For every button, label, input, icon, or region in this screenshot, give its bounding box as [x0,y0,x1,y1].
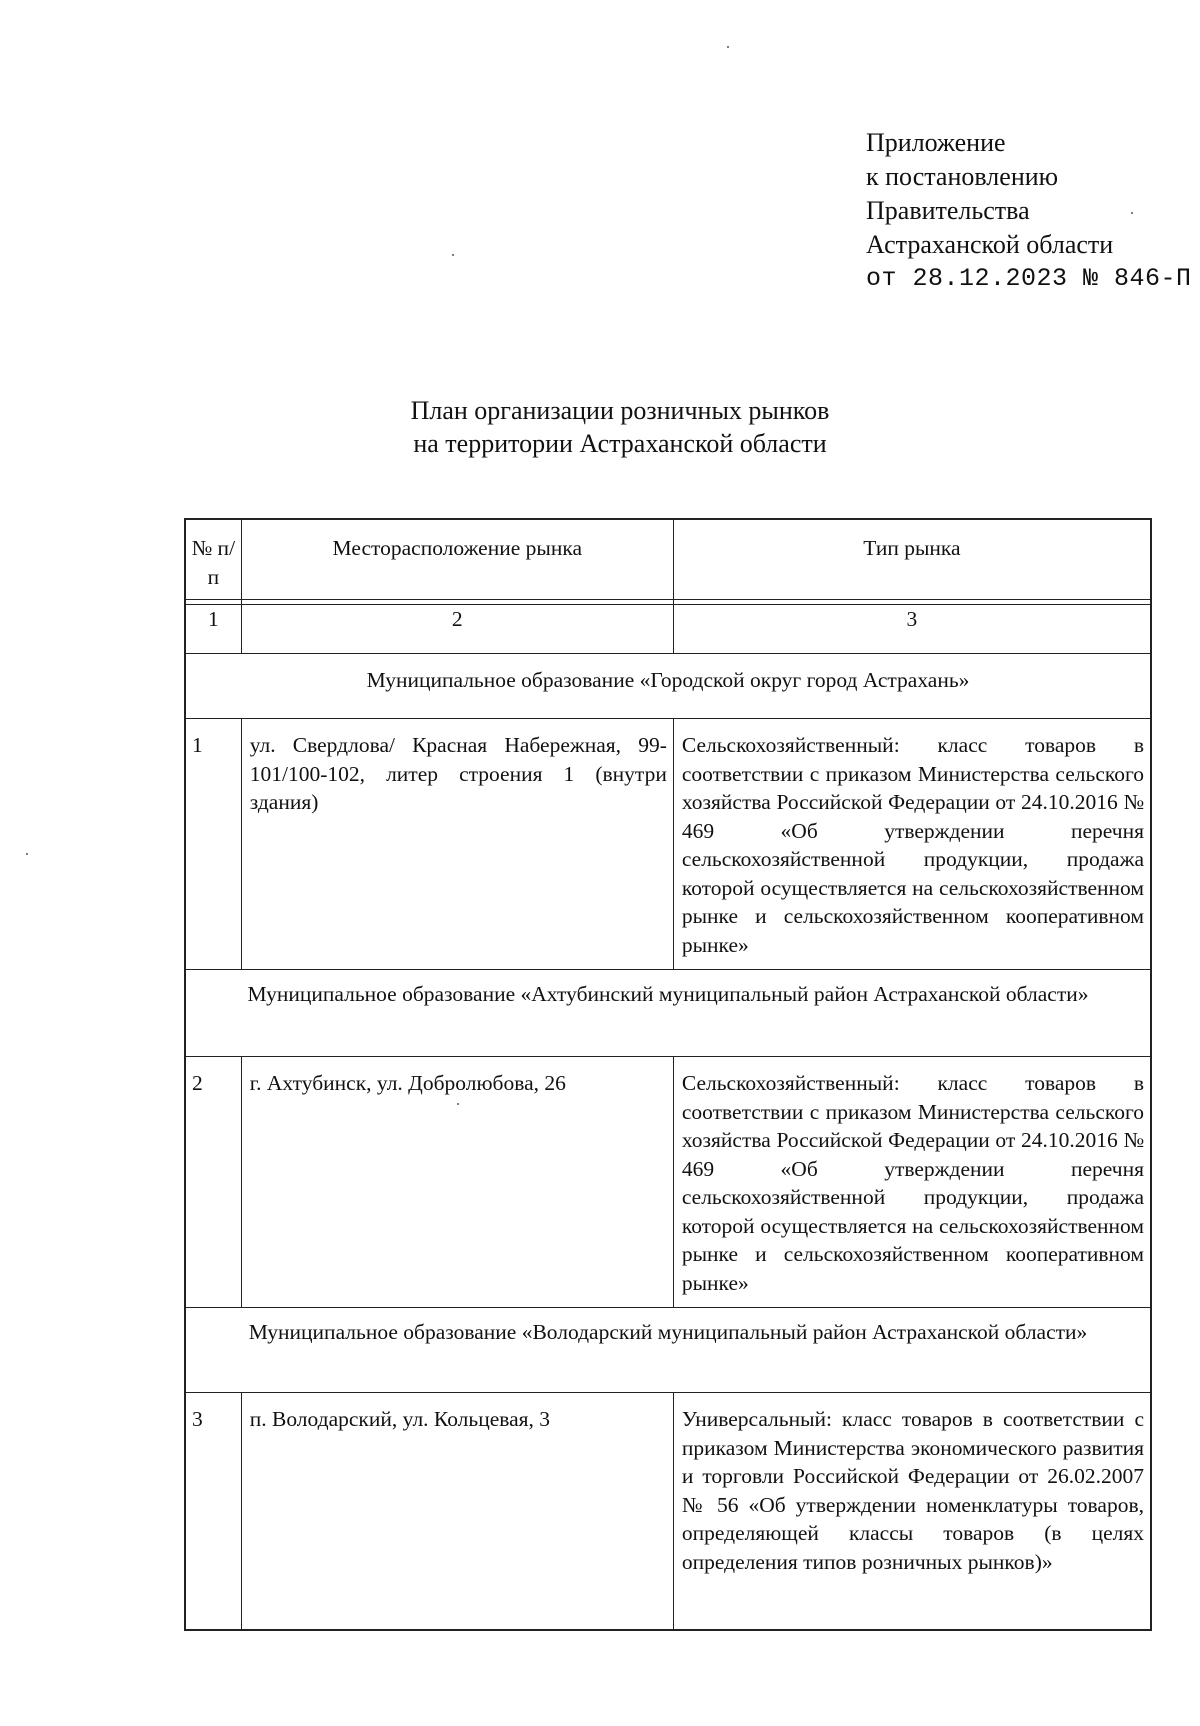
market-location: п. Володарский, ул. Кольцевая, 3 [242,1393,674,1629]
scan-speck [1131,212,1133,214]
column-number: 2 [242,605,674,654]
header-num: № п/п [186,520,242,600]
market-type: Сельскохозяйственный: класс товаров в соответствии с приказом Министерства сельского хозяйства Российской Федерации от 24.10.2016 № 469 «Об утверждении перечня сельскохозяйственной продукции, продажа которой осуществляется на сельскохозяйственном рынке и сельскохозяйственном кооперативном рынке» [674,719,1150,970]
scan-speck [727,46,729,48]
row-number: 2 [186,1057,242,1308]
appendix-date-number: от 28.12.2023 № 846-П [866,264,1192,293]
scan-speck [457,1103,459,1105]
table-header-row [186,520,1150,600]
title-line: на территории Астраханской области [413,429,827,458]
document-title [340,394,900,460]
group-row [186,654,1150,719]
group-name: Муниципальное образование «Ахтубинский муниципальный район Астраханской области» [186,970,1150,1057]
group-row [186,1308,1150,1393]
group-name: Муниципальное образование «Городской округ город Астрахань» [186,654,1150,719]
appendix-line: Астраханской области [866,230,1114,259]
row-number: 1 [186,719,242,970]
market-type: Сельскохозяйственный: класс товаров в соответствии с приказом Министерства сельского хозяйства Российской Федерации от 24.10.2016 № 469 «Об утверждении перечня сельскохозяйственной продукции, продажа которой осуществляется на сельскохозяйственном рынке и сельскохозяйственном кооперативном рынке» [674,1057,1150,1308]
appendix-block [866,126,1192,296]
scan-speck [26,853,28,855]
column-number: 3 [674,605,1150,654]
appendix-line: к постановлению [866,162,1059,191]
title-line: План организации розничных рынков [410,396,830,425]
group-row [186,970,1150,1057]
column-number: 1 [186,605,242,654]
column-number-row [186,605,1150,654]
row-number: 3 [186,1393,242,1629]
table-row [186,1057,1150,1308]
appendix-line: Приложение [866,128,1006,157]
markets-table [184,518,1152,1631]
table-row [186,1393,1150,1629]
appendix-line: Правительства [866,196,1030,225]
market-location: г. Ахтубинск, ул. Добролюбова, 26 [242,1057,674,1308]
scan-speck [452,254,454,256]
market-location: ул. Свердлова/ Красная Набережная, 99-101/100-102, литер строения 1 (внутри здания) [242,719,674,970]
header-location: Месторасположение рынка [242,520,674,600]
header-type: Тип рынка [674,520,1150,600]
table-row [186,719,1150,970]
group-name: Муниципальное образование «Володарский муниципальный район Астраханской области» [186,1308,1150,1393]
market-type: Универсальный: класс товаров в соответствии с приказом Министерства экономического развития и торговли Российской Федерации от 26.02.2007 № 56 «Об утверждении номенклатуры товаров, определяющей классы товаров (в целях определения типов розничных рынков)» [681,1407,1144,1574]
